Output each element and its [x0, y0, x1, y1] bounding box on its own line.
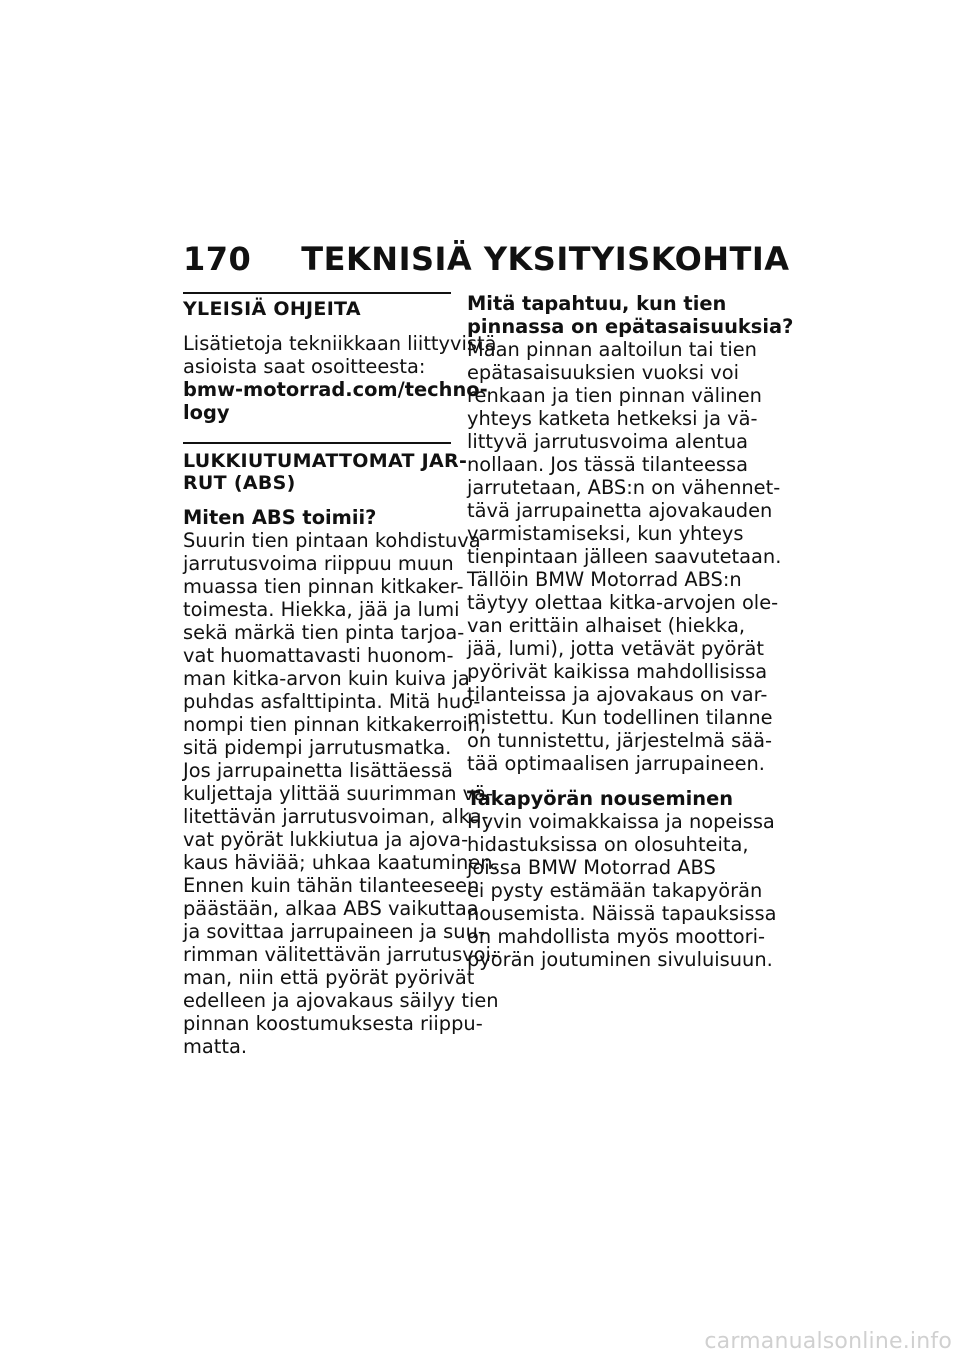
text-line: jarrutusvoima riippuu muun	[183, 552, 454, 575]
text-line: Suurin tien pintaan kohdistuva	[183, 529, 481, 552]
text-line: littyvä jarrutusvoima alentua	[467, 430, 749, 453]
text-line: renkaan ja tien pinnan välinen	[467, 384, 762, 407]
rear-wheel-lift-title: Takapyörän nouseminen	[467, 787, 734, 810]
techno-link[interactable]: bmw-motorrad.com/techno-	[183, 378, 488, 401]
text-line: kuljettaja ylittää suurimman vä-	[183, 782, 494, 805]
text-line: edelleen ja ajovakaus säilyy tien	[183, 989, 499, 1012]
text-line: nompi tien pinnan kitkakerroin,	[183, 713, 487, 736]
text-line: tilanteissa ja ajovakaus on var-	[467, 683, 768, 706]
text-line: Maan pinnan aaltoilun tai tien	[467, 338, 757, 361]
text-line: täytyy olettaa kitka-arvojen ole-	[467, 591, 779, 614]
text-line: hidastuksissa on olosuhteita,	[467, 833, 749, 856]
text-line: muassa tien pinnan kitkaker-	[183, 575, 464, 598]
text-line: jarrutetaan, ABS:n on vähennet-	[467, 476, 781, 499]
abs-section-title-cont: RUT (ABS)	[183, 472, 296, 494]
page-header	[183, 240, 790, 278]
text-line: nousemista. Näissä tapauksissa	[467, 902, 777, 925]
abs-section-title: LUKKIUTUMATTOMAT JAR-	[183, 450, 468, 472]
text-line: vat pyörät lukkiutua ja ajova-	[183, 828, 469, 851]
text-line: matta.	[183, 1035, 248, 1058]
text-line: toimesta. Hiekka, jää ja lumi	[183, 598, 460, 621]
text-line: nollaan. Jos tässä tilanteessa	[467, 453, 748, 476]
abs-paragraph-2	[183, 759, 499, 1058]
watermark: carmanualsonline.info	[704, 1329, 952, 1354]
text-line: Lisätietoja tekniikkaan liittyvistä	[183, 332, 497, 355]
text-line: yhteys katketa hetkeksi ja vä-	[467, 407, 758, 430]
page-number: 170	[183, 240, 252, 278]
text-line: asioista saat osoitteesta:	[183, 355, 426, 378]
text-line: Hyvin voimakkaissa ja nopeissa	[467, 810, 775, 833]
text-line: man, niin että pyörät pyörivät	[183, 966, 475, 989]
text-line: päästään, alkaa ABS vaikuttaa	[183, 897, 479, 920]
text-line: Ennen kuin tähän tilanteeseen	[183, 874, 480, 897]
text-line: ja sovittaa jarrupaineen ja suu-	[183, 920, 485, 943]
text-line: joissa BMW Motorrad ABS	[467, 856, 716, 879]
text-line: on tunnistettu, järjestelmä sää-	[467, 729, 773, 752]
text-line: epätasaisuuksien vuoksi voi	[467, 361, 739, 384]
abs-paragraph-1	[183, 529, 487, 759]
text-line: pyörivät kaikissa mahdollisissa	[467, 660, 768, 683]
text-line: tienpintaan jälleen saavutetaan.	[467, 545, 782, 568]
general-section-title: YLEISIÄ OHJEITA	[183, 298, 361, 320]
text-line: van erittäin alhaiset (hiekka,	[467, 614, 745, 637]
right-column	[467, 292, 794, 971]
text-line: Tällöin BMW Motorrad ABS:n	[467, 568, 742, 591]
text-line: tävä jarrupainetta ajovakauden	[467, 499, 773, 522]
text-line: on mahdollista myös moottori-	[467, 925, 765, 948]
uneven-road-title: Mitä tapahtuu, kun tien	[467, 292, 727, 315]
text-line: sitä pidempi jarrutusmatka.	[183, 736, 452, 759]
text-line: man kitka-arvon kuin kuiva ja	[183, 667, 470, 690]
text-line: litettävän jarrutusvoiman, alka-	[183, 805, 489, 828]
chapter-title: TEKNISIÄ YKSITYISKOHTIA	[301, 240, 790, 278]
uneven-road-title-cont: pinnassa on epätasaisuuksia?	[467, 315, 794, 338]
text-line: kaus häviää; uhkaa kaatuminen.	[183, 851, 499, 874]
left-column	[183, 292, 499, 1058]
text-line: mistettu. Kun todellinen tilanne	[467, 706, 773, 729]
text-line: jää, lumi), jotta vetävät pyörät	[467, 637, 764, 660]
text-line: varmistamiseksi, kun yhteys	[467, 522, 744, 545]
abs-subtitle: Miten ABS toimii?	[183, 506, 377, 529]
text-line: pyörän joutuminen sivuluisuun.	[467, 948, 773, 971]
text-line: ei pysty estämään takapyörän	[467, 879, 763, 902]
techno-link-cont[interactable]: logy	[183, 401, 230, 424]
text-line: sekä märkä tien pinta tarjoa-	[183, 621, 465, 644]
text-line: tää optimaalisen jarrupaineen.	[467, 752, 765, 775]
general-text	[183, 332, 497, 424]
rear-wheel-lift-text	[467, 810, 777, 971]
text-line: pinnan koostumuksesta riippu-	[183, 1012, 483, 1035]
text-line: vat huomattavasti huonom-	[183, 644, 454, 667]
uneven-road-text	[467, 338, 782, 775]
text-line: Jos jarrupainetta lisättäessä	[183, 759, 453, 782]
text-line: puhdas asfalttipinta. Mitä huo-	[183, 690, 481, 713]
text-line: rimman välitettävän jarrutusvoi-	[183, 943, 498, 966]
